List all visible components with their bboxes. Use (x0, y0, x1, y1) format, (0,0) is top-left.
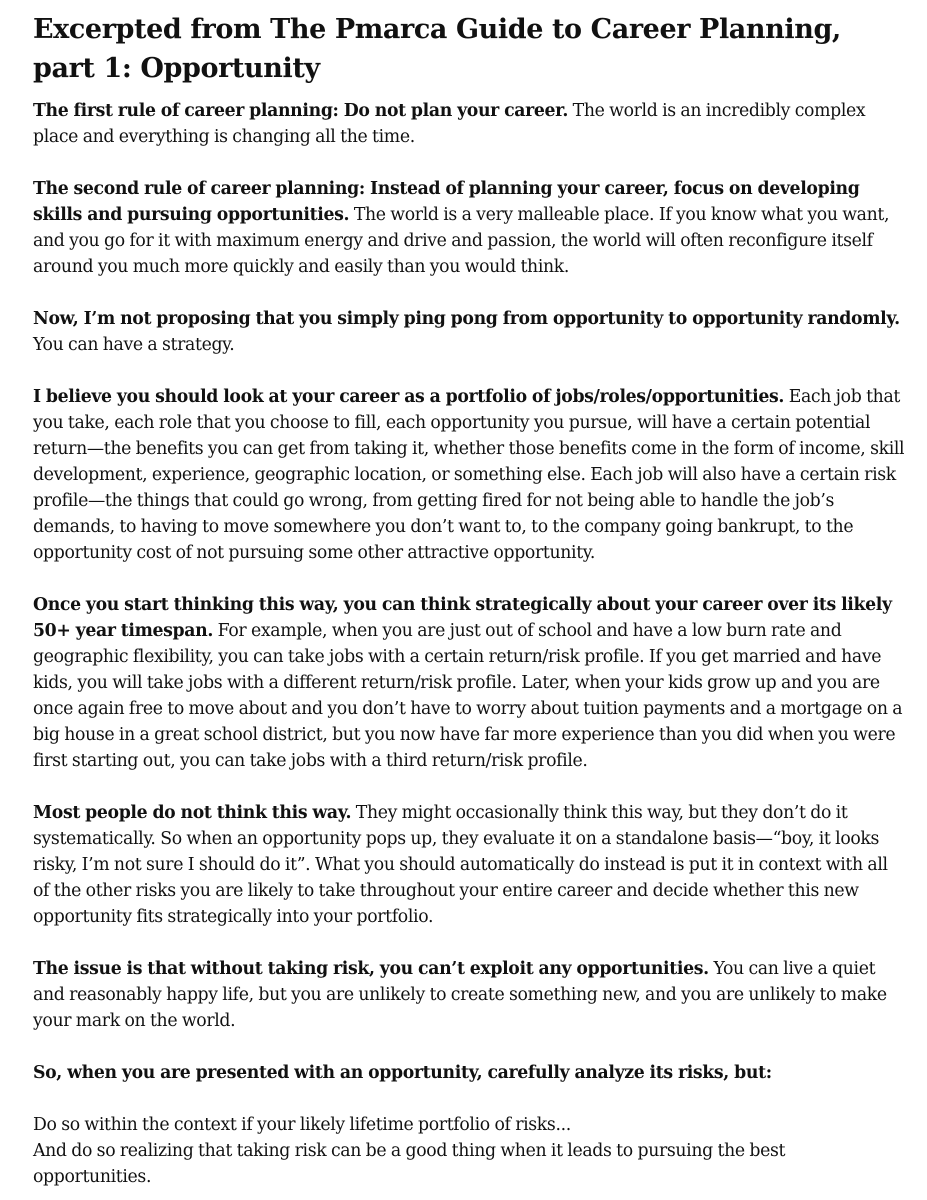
paragraph-body: You can have a strategy. (33, 335, 235, 355)
paragraph-analyze (33, 1060, 905, 1086)
paragraph-body: The world is a very malleable place. If you know what you want, and you go for it with maximum energy and drive and passion, the world will often reconfigure itself around you much more quickly and easily than you would think. (33, 205, 890, 277)
paragraph-rule-one (33, 98, 905, 150)
paragraph-lead: The second rule of career planning: Instead of planning your career, focus on developing skills and pursuing opportunities. (33, 179, 860, 225)
paragraph-body: They might occasionally think this way, but they don’t do it systematically. So when an opportunity pops up, they evaluate it on a standalone basis—“boy, it looks risky, I’m not sure I should do it”. What you should automatically do instead is put it in context with all of the other risks you are likely to take throughout your entire career and decide whether this new opportunity fits strategically into your portfolio. (33, 803, 888, 927)
paragraph-lead: I believe you should look at your career as a portfolio of jobs/roles/opportunities. (33, 387, 785, 407)
paragraph-body: For example, when you are just out of school and have a low burn rate and geographic flexibility, you can take jobs with a certain return/risk profile. If you get married and have kids, you will take jobs with a different return/risk profile. Later, when your kids grow up and you are once again free to move about and you don’t have to worry about tuition payments and a mortgage on a big house in a great school district, but you now have far more experience than you did when you were first starting out, you can take jobs with a third return/risk profile. (33, 621, 903, 771)
paragraph-risk (33, 956, 905, 1034)
paragraph-lead: Now, I’m not proposing that you simply ping pong from opportunity to opportunity randomly. (33, 309, 900, 329)
paragraph-rule-two (33, 176, 905, 280)
article-title: Excerpted from The Pmarca Guide to Career Planning, part 1: Opportunity (33, 14, 841, 84)
paragraph-portfolio (33, 384, 905, 566)
paragraph-lead: The issue is that without taking risk, you can’t exploit any opportunities. (33, 959, 709, 979)
paragraph-timespan (33, 592, 905, 774)
paragraph-most-people (33, 800, 905, 930)
paragraph-lead: The first rule of career planning: Do not plan your career. (33, 101, 569, 121)
closing-line-2: And do so realizing that taking risk can be a good thing when it leads to pursuing the best opportunities. (33, 1141, 786, 1187)
paragraph-lead: So, when you are presented with an opportunity, carefully analyze its risks, but: (33, 1063, 772, 1083)
paragraph-lead: Most people do not think this way. (33, 803, 352, 823)
paragraph-lead: Once you start thinking this way, you can think strategically about your career over its likely 50+ year timespan. (33, 595, 892, 641)
closing-line-1: Do so within the context if your likely lifetime portfolio of risks... (33, 1115, 571, 1135)
paragraph-body: The world is an incredibly complex place and everything is changing all the time. (33, 101, 866, 147)
paragraph-body: Each job that you take, each role that you choose to fill, each opportunity you pursue, will have a certain potential return—the benefits you can get from taking it, whether those benefits come in the form of income, skill development, experience, geographic location, or something else. Each job will also have a certain risk profile—the things that could go wrong, from getting fired for not being able to handle the job’s demands, to having to move somewhere you don’t want to, to the company going bankrupt, to the opportunity cost of not pursuing some other attractive opportunity. (33, 387, 905, 563)
paragraph-body: You can live a quiet and reasonably happy life, but you are unlikely to create something new, and you are unlikely to make your mark on the world. (33, 959, 887, 1031)
article (33, 10, 905, 1190)
paragraph-strategy (33, 306, 905, 358)
